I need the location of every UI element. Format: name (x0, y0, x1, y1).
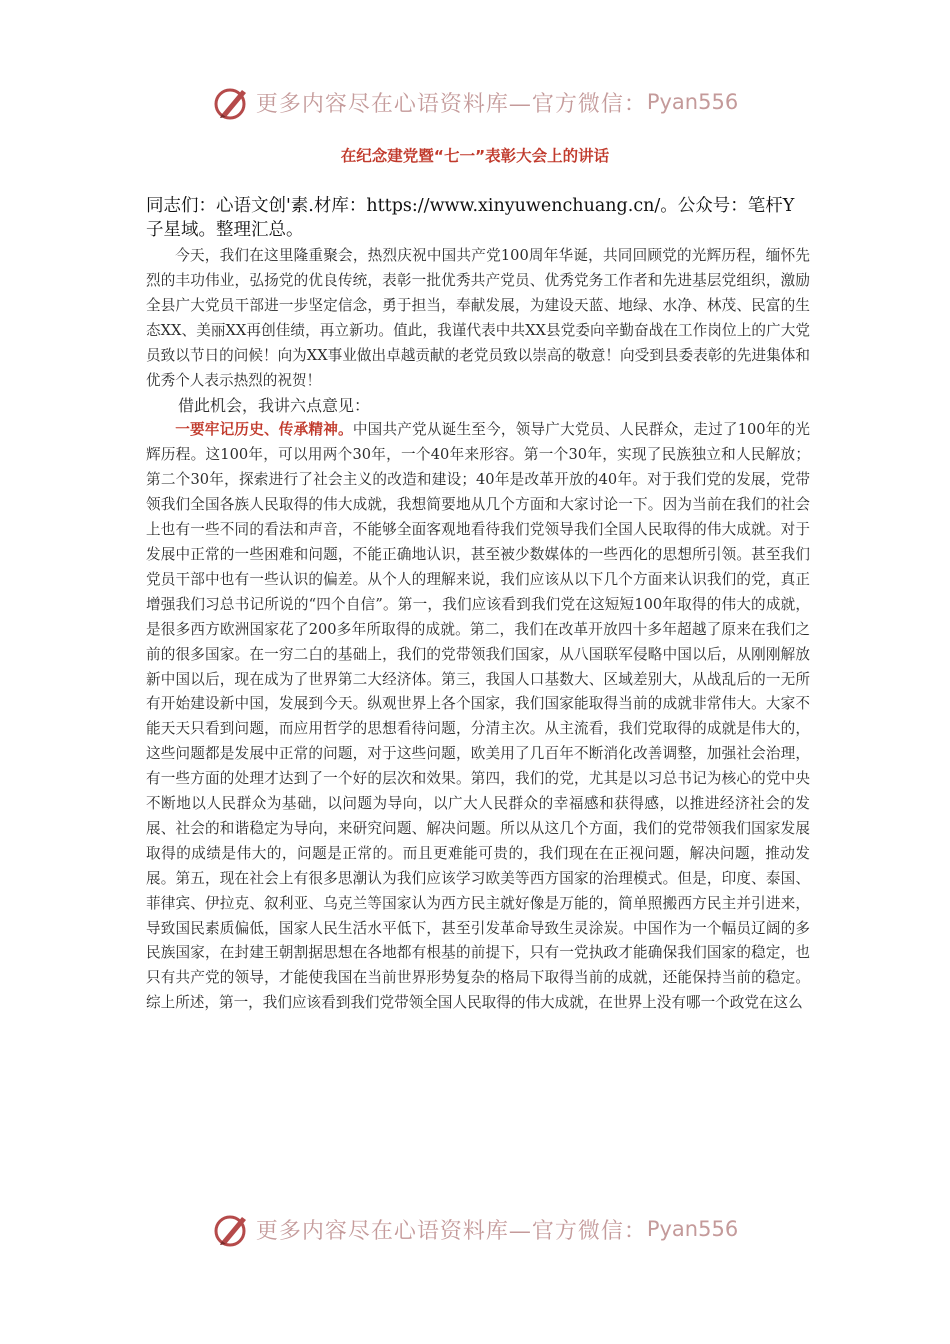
point-one-heading: 一要牢记历史、传承精神。 (175, 421, 353, 439)
banner-text: 更多内容尽在心语资料库—官方微信： (255, 91, 647, 117)
document-body (146, 244, 810, 1016)
greeting-line: 同志们：心语文创'素.材库：https://www.xinyuwenchuang.cn/。公众号：笔杆Y子星域。整理汇总。 (146, 196, 795, 240)
paragraph-point-one (146, 418, 810, 1016)
banner-text: 更多内容尽在心语资料库—官方微信： (255, 1218, 647, 1244)
banner-wechat-id: Pyan556 (646, 1217, 739, 1241)
pen-logo-icon (212, 82, 252, 122)
header-banner (0, 80, 950, 124)
document-title: 在纪念建党暨“七一”表彰大会上的讲话 (340, 147, 610, 165)
banner-wechat-id: Pyan556 (646, 90, 739, 114)
pen-logo-icon (212, 1209, 252, 1249)
point-one-text: 中国共产党从诞生至今，领导广大党员、人民群众，走过了100年的光辉历程。这100年，可以用两个30年，一个40年来形容。第一个30年，实现了民族独立和人民解放；第二个30年，探索进行了社会主义的改造和建设；40年是改革开放的40年。对于我们党的发展，党带领我们全国各族人民取得的伟大成就，我想简要地从几个方面和大家讨论一下。因为当前在我们的社会上也有一些不同的看法和声音，不能够全面客观地看待我们党领导我们全国人民取得的伟大成就。对于发展中正常的一些困难和问题，不能正确地认识，甚至被少数媒体的一些西化的思想所引领。甚至我们党员干部中也有一些认识的偏差。从个人的理解来说，我们应该从以下几个方面来认识我们的党，真正增强我们习总书记所说的“四个自信”。第一，我们应该看到我们党在这短短100年取得的伟大的成就，是很多西方欧洲国家花了200多年所取得的成就。第二，我们在改革开放四十多年超越了原来在我们之前的很多国家。在一穷二白的基础上，我们的党带领我们国家，从八国联军侵略中国以后，从刚刚解放新中国以后，现在成为了世界第二大经济体。第三，我国人口基数大、区域差别大，从战乱后的一无所有开始建设新中国，发展到今天。纵观世界上各个国家，我们国家能取得当前的成就非常伟大。大家不能天天只看到问题，而应用哲学的思想看待问题，分清主次。从主流看，我们党取得的成就是伟大的，这些问题都是发展中正常的问题，对于这些问题，欧美用了几百年不断消化改善调整，加强社会治理，有一些方面的处理才达到了一个好的层次和效果。第四，我们的党，尤其是以习总书记为核心的党中央不断地以人民群众为基础，以问题为导向，以广大人民群众的幸福感和获得感，以推进经济社会的发展、社会的和谐稳定为导向，来研究问题、解决问题。所以从这几个方面，我们的党带领我们国家发展取得的成绩是伟大的，问题是正常的。而且更难能可贵的，我们现在在正视问题，解决问题，推动发展。第五，现在社会上有很多思潮认为我们应该学习欧美等西方国家的治理模式。但是，印度、泰国、菲律宾、伊拉克、叙利亚、乌克兰等国家认为西方民主就好像是万能的，简单照搬西方民主并引进来，导致国民素质偏低，国家人民生活水平低下，甚至引发革命导致生灵涂炭。中国作为一个幅员辽阔的多民族国家，在封建王朝割据思想在各地都有根基的前提下，只有一党执政才能确保我们国家的稳定，也只有共产党的领导，才能使我国在当前世界形势复杂的格局下取得当前的成就，还能保持当前的稳定。综上所述，第一，我们应该看到我们党带领全国人民取得的伟大成就，在世界上没有哪一个政党在这么 (146, 421, 810, 1012)
paragraph-opening: 今天，我们在这里隆重聚会，热烈庆祝中国共产党100周年华诞，共同回顾党的光辉历程，缅怀先烈的丰功伟业，弘扬党的优良传统，表彰一批优秀共产党员、优秀党务工作者和先进基层党组织，激励全县广大党员干部进一步坚定信念，勇于担当，奉献发展，为建设天蓝、地绿、水净、林茂、民富的生态XX、美丽XX再创佳绩，再立新功。值此，我谨代表中共XX县党委向辛勤奋战在工作岗位上的广大党员致以节日的问候！向为XX事业做出卓越贡献的老党员致以崇高的敬意！向受到县委表彰的先进集体和优秀个人表示热烈的祝贺！ (146, 247, 810, 389)
paragraph-intro: 借此机会，我讲六点意见： (178, 396, 371, 416)
footer-banner (0, 1207, 950, 1251)
